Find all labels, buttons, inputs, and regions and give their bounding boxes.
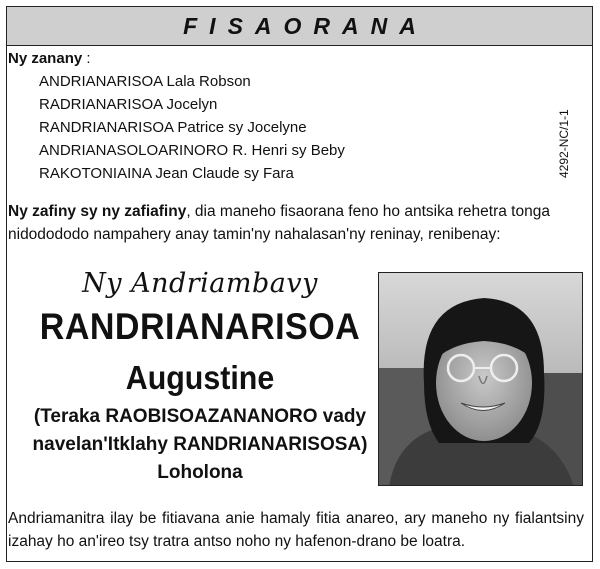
family-colon: :	[82, 50, 91, 67]
notice-title: FISAORANA	[183, 12, 428, 39]
thanks-text-1: , dia maneho fisaorana feno ho antsika rehetra tonga	[186, 203, 550, 220]
notice-header	[7, 7, 592, 46]
honorific: Ny Andriambavy	[82, 268, 318, 299]
thanks-paragraph	[8, 200, 582, 246]
family-label: Ny zanany	[8, 50, 83, 67]
deceased-title: Loholona	[157, 462, 243, 483]
grandchildren-label: Ny zafiny sy ny zafiafiny	[8, 203, 187, 220]
portrait-image	[379, 273, 583, 486]
family-name: RAKOTONIAINA Jean Claude sy Fara	[39, 165, 294, 182]
family-name: RANDRIANARISOA Patrice sy Jocelyne	[39, 119, 307, 136]
reference-code: 4292-NC/1-1	[557, 109, 571, 178]
deceased-firstname: Augustine	[125, 359, 275, 396]
family-name: ANDRIANARISOA Lala Robson	[39, 73, 251, 90]
deceased-surname: RANDRIANARISOA	[39, 306, 361, 347]
thanks-text-2: nidodododo nampahery anay tamin'ny nahalasan'ny reninay, renibenay:	[8, 226, 501, 243]
family-name: ANDRIANASOLOARINORO R. Henri sy Beby	[39, 142, 345, 159]
maiden-name-line-2: navelan'Itklahy RANDRIANARISOSA)	[32, 434, 368, 455]
portrait-photo	[378, 272, 583, 486]
maiden-name-line-1: (Teraka RAOBISOAZANANORO vady	[33, 406, 367, 427]
closing-message: Andriamanitra ilay be fitiavana anie hamaly fitia anareo, ary maneho ny fialantsiny izahay ho an'ireo tsy tratra antso noho ny hafenon-drano be loatra.	[8, 510, 584, 550]
family-name: RADRIANARISOA Jocelyn	[39, 96, 218, 113]
family-list	[8, 47, 568, 185]
